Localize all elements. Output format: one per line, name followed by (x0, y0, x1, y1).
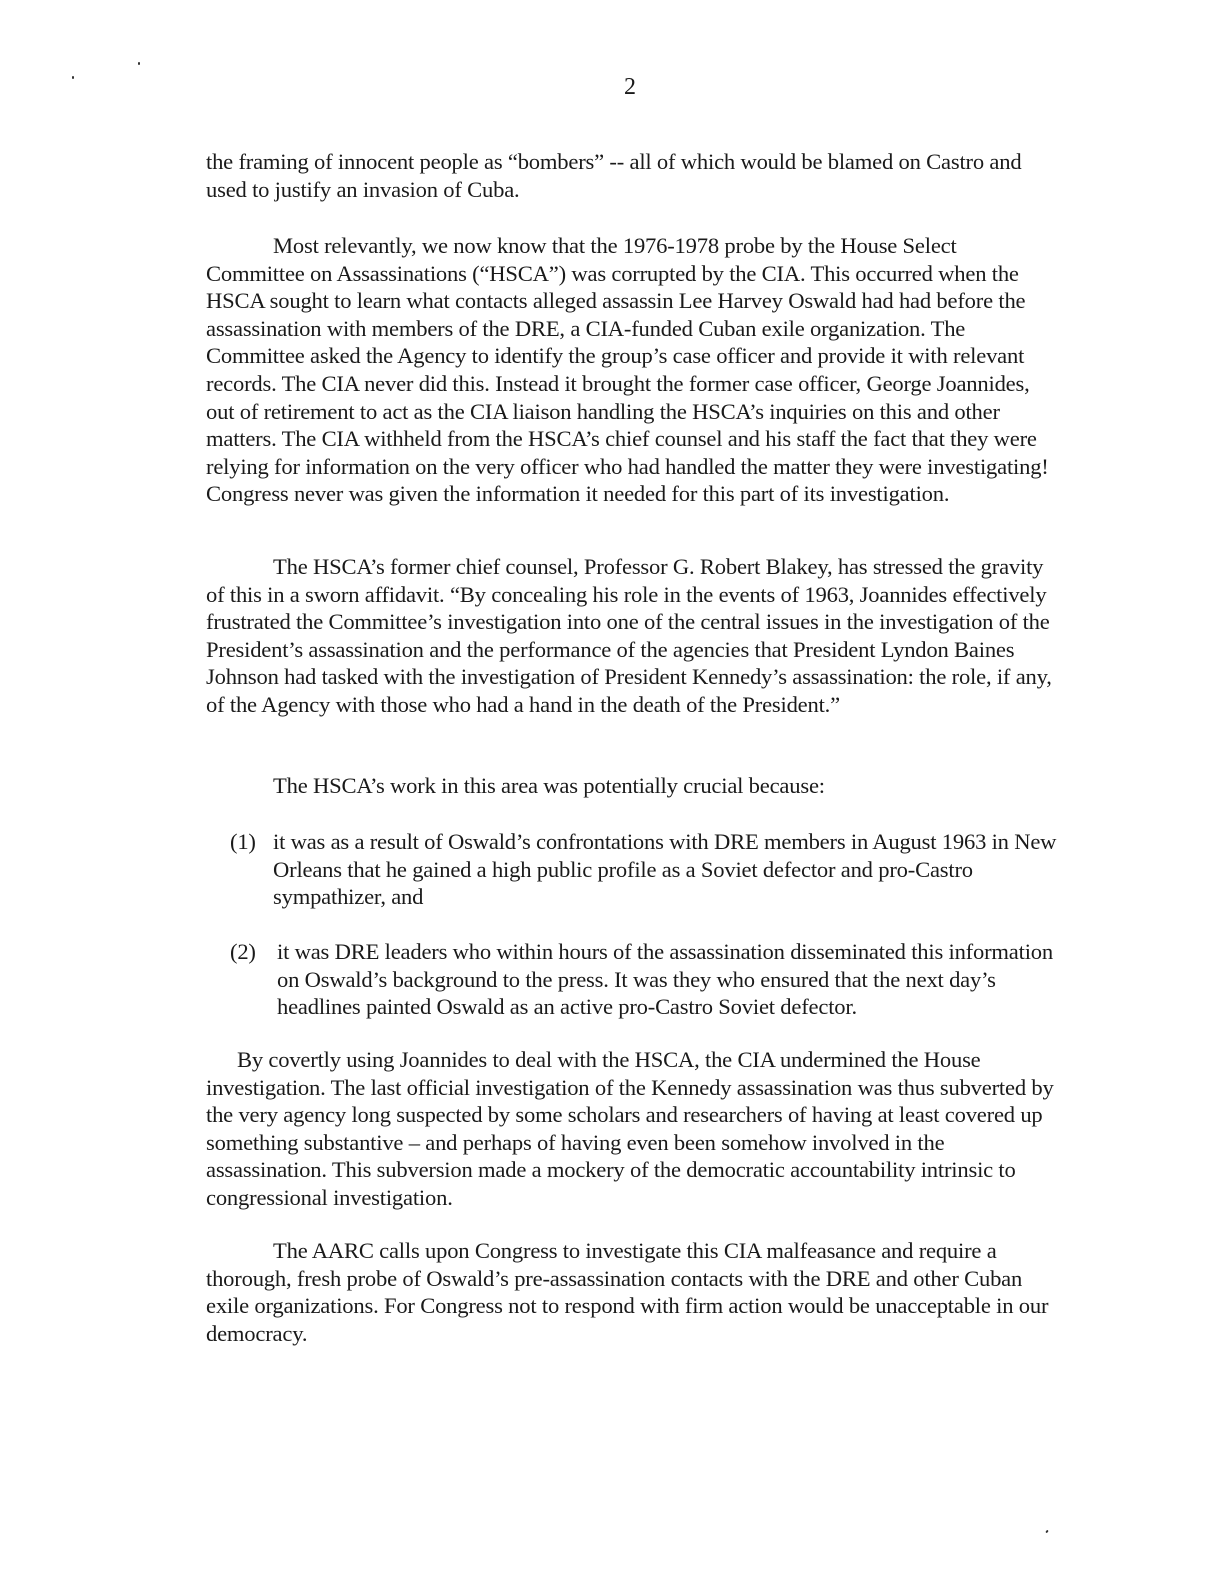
list-item-text: it was DRE leaders who within hours of the assassination disseminated this information on Oswald’s background to the press. It was they who ensured that the next day’s headlines painted Oswald as an active pro-Castro Soviet defector. (277, 939, 1053, 1020)
page-number: 2 (624, 74, 636, 100)
paragraph-text: The HSCA’s former chief counsel, Professor G. Robert Blakey, has stressed the gravity of this in a sworn affidavit. “By concealing his role in the events of 1963, Joannides effectively frustrated the Committee’s investigation into one of the central issues in the investigation of the President’s assassination and the performance of the agencies that President Lyndon Baines Johnson had tasked with the investigation of President Kennedy’s assassination: the role, if any, of the Agency with those who had a hand in the death of the President.” (206, 554, 1052, 717)
scan-speck-mark (138, 62, 140, 65)
paragraph-text: By covertly using Joannides to deal with the HSCA, the CIA undermined the House investigation. The last official investigation of the Kennedy assassination was thus subverted by the very agency long suspected by some scholars and researchers of having at least covered up something substantive – and perhaps of having even been somehow involved in the assassination. This subversion made a mockery of the democratic accountability intrinsic to congressional investigation. (206, 1047, 1054, 1210)
paragraph-aarc-call (206, 1237, 1056, 1347)
paragraph-subversion (206, 1046, 1056, 1212)
paragraph-hsca-corruption (206, 232, 1056, 508)
paragraph-text: the framing of innocent people as “bombers” -- all of which would be blamed on Castro and used to justify an invasion of Cuba. (206, 149, 1022, 202)
list-item-number: (2) (230, 939, 256, 964)
paragraph-list-intro (206, 772, 1056, 800)
paragraph-text: Most relevantly, we now know that the 1976-1978 probe by the House Select Committee on Assassinations (“HSCA”) was corrupted by the CIA. This occurred when the HSCA sought to learn what contacts alleged assassin Lee Harvey Oswald had had before the assassination with members of the DRE, a CIA-funded Cuban exile organization. The Committee asked the Agency to identify the group’s case officer and provide it with relevant records. The CIA never did this. Instead it brought the former case officer, George Joannides, out of retirement to act as the CIA liaison handling the HSCA’s inquiries on this and other matters. The CIA withheld from the HSCA’s chief counsel and his staff the fact that they were relying for information on the very officer who had handled the matter they were investigating! Congress never was given the information it needed for this part of its investigation. (206, 233, 1049, 507)
paragraph-continuation (206, 148, 1056, 203)
list-item-text: it was as a result of Oswald’s confrontations with DRE members in August 1963 in New Orleans that he gained a high public profile as a Soviet defector and pro-Castro sympathizer, and (273, 829, 1057, 910)
paragraph-blakey-affidavit (206, 553, 1056, 719)
list-item (230, 828, 1060, 911)
list-item (230, 938, 1060, 1021)
list-item-number: (1) (230, 829, 256, 854)
scan-speck-mark (1045, 1530, 1048, 1534)
paragraph-text: The AARC calls upon Congress to investigate this CIA malfeasance and require a thorough, fresh probe of Oswald’s pre-assassination contacts with the DRE and other Cuban exile organizations. For Congress not to respond with firm action would be unacceptable in our democracy. (206, 1238, 1049, 1346)
paragraph-text: The HSCA’s work in this area was potentially crucial because: (273, 773, 825, 798)
